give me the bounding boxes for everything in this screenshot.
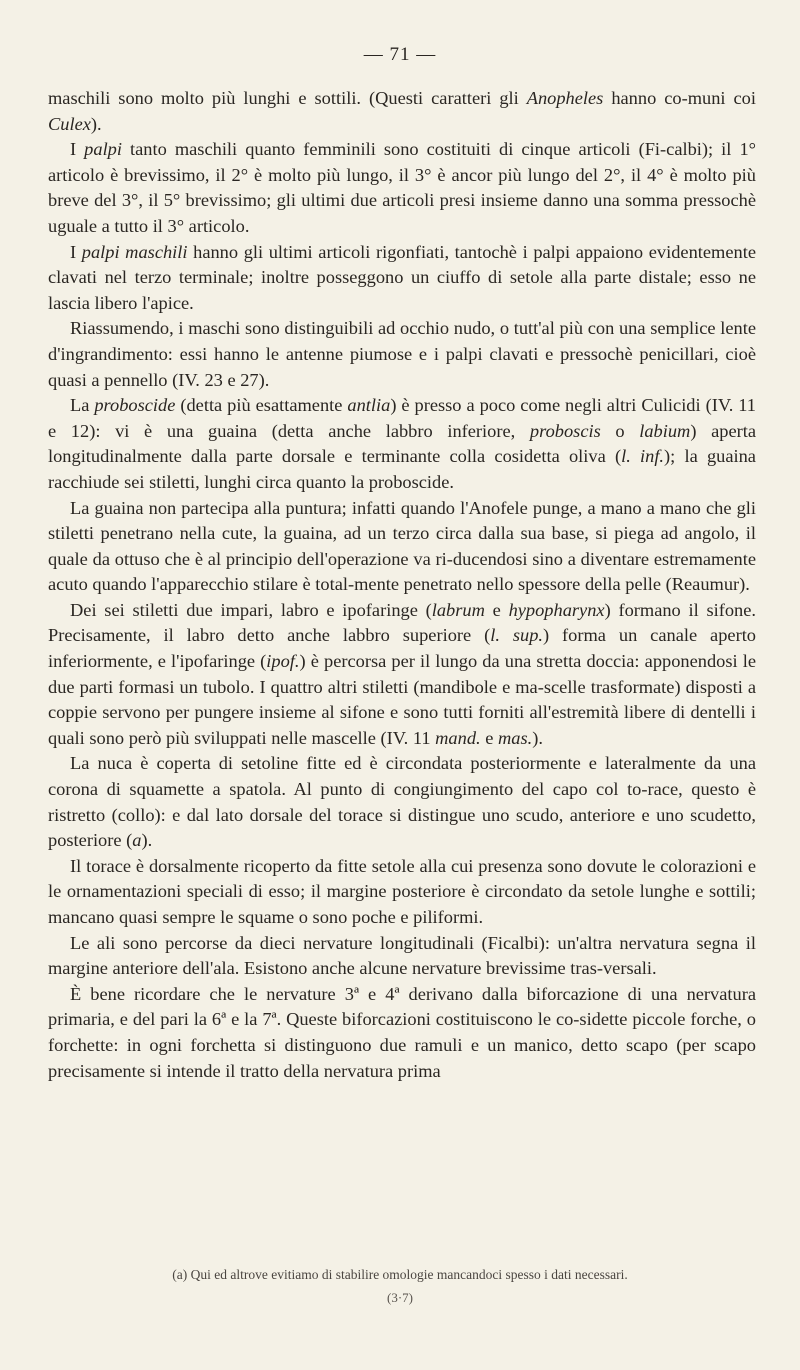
text-run: La [70, 395, 95, 416]
text-run: Riassumendo, i maschi sono distinguibili ad occhio nudo, o tutt'al più con una semplice lente d'ingrandimento: essi hanno le antenne piumose e i palpi clavati e pressochè penicillari, cioè quasi a pennello (IV. 23 e 27). [48, 318, 756, 390]
text-run: ); la guaina racchiude sei stiletti, lunghi circa quanto la proboscide. [48, 446, 756, 492]
italic-term: Culex [48, 113, 91, 134]
text-run: ). [532, 727, 543, 748]
text-run: tanto maschili quanto femminili sono costituiti di cinque articoli (Fi-calbi); il 1° articolo è brevissimo, il 2° è molto più lungo, il 3° è ancor più lungo del 2°, il 4° è molto più breve del 3°, il 5° brevissimo; gli ultimi due articoli presi insieme danno una somma pressochè uguale a tutto il 3° articolo. [48, 139, 756, 236]
italic-term: mand. [435, 727, 481, 748]
text-run: ). [141, 830, 153, 851]
body-text [48, 86, 756, 1084]
text-run: I [70, 241, 82, 262]
text-run: ) aperta longitudinalmente dalla parte dorsale e terminante colla cosidetta oliva ( [48, 420, 757, 467]
italic-term: proboscis [529, 420, 601, 441]
text-run: (detta più esattamente [175, 395, 348, 416]
paragraph-p6 [48, 496, 756, 598]
italic-term: hypopharynx [508, 599, 605, 620]
paragraph-p7 [48, 598, 756, 752]
text-run: ) forma un canale aperto inferiormente, e l'ipofaringe ( [48, 625, 757, 672]
italic-term: l. sup. [490, 625, 544, 646]
text-run: I [70, 139, 85, 160]
text-run: e [480, 727, 498, 748]
text-run: ). [90, 113, 102, 134]
paragraph-p4 [48, 316, 756, 393]
text-run: hanno gli ultimi articoli rigonfiati, tantochè i palpi appaiono evidentemente clavati nel terzo terminale; inoltre posseggono un ciuffo di setole alla parte distale; esso ne lascia libero l'apice. [48, 241, 756, 313]
text-run: ) è percorsa per il lungo da una stretta doccia: apponendosi le due parti formasi un tubolo. I quattro altri stiletti (mandibole e ma-scelle trasformate) disposti a coppie servono per pungere insieme al sifone e sono tutti forniti all'estremità libere di dentelli i quali sono però più sviluppati nelle mascelle (IV. 11 [48, 651, 756, 748]
italic-term: ipof. [266, 651, 300, 672]
paragraph-p5 [48, 393, 756, 495]
text-run: e [484, 599, 509, 620]
text-run: Dei sei stiletti due impari, labro e ipofaringe ( [70, 599, 432, 620]
italic-term: a [132, 830, 142, 851]
text-run: È bene ricordare che le nervature 3ª e 4ª derivano dalla biforcazione di una nervatura primaria, e del pari la 6ª e la 7ª. Queste biforcazioni costituiscono le co-sidette piccole forche, o forchette: in ogni forchetta si distinguono due ramuli e un manico, detto scapo (per scapo precisamente si intende il tratto della nervatura prima [48, 983, 756, 1081]
text-run: o [600, 420, 640, 441]
page-number: — 71 — [363, 44, 437, 65]
paragraph-p9 [48, 854, 756, 931]
text-run: Il torace è dorsalmente ricoperto da fitte setole alla cui presenza sono dovute le colorazioni e le ornamentazioni speciali di esso; il margine posteriore è circondato da setole lunghe e sottili; mancano quasi sempre le squame o sono poche e piliformi. [48, 855, 756, 927]
paragraph-p8 [48, 751, 756, 853]
italic-term: antlia [347, 395, 391, 416]
text-run: ) formano il sifone. Precisamente, il labro detto anche labbro superiore ( [48, 599, 757, 646]
italic-term: mas. [497, 727, 533, 748]
printer-signature: (3·7) [387, 1290, 413, 1305]
text-run: La guaina non partecipa alla puntura; infatti quando l'Anofele punge, a mano a mano che gli stiletti penetrano nella cute, la guaina, ad un terzo circa dalla sua base, si piega ad angolo, il quale da ottuso che è al principio dell'operazione va ri-ducendosi sino a diventare estremamente acuto quando l'apparecchio stilare è total-mente penetrato nello spessore della pelle (Reaumur). [48, 497, 756, 595]
text-run: ) è presso a poco come negli altri Culicidi (IV. 11 e 12): vi è una guaina (detta anche labbro inferiore, [48, 395, 756, 441]
italic-term: palpi maschili [81, 241, 188, 262]
italic-term: labrum [431, 599, 485, 620]
italic-term: palpi [84, 139, 122, 160]
text-run: maschili sono molto più lunghi e sottili. (Questi caratteri gli [48, 88, 527, 108]
paragraph-p11 [48, 982, 756, 1084]
italic-term: Anopheles [526, 88, 604, 108]
paragraph-p10 [48, 931, 756, 982]
text-run: La nuca è coperta di setoline fitte ed è circondata posteriormente e lateralmente da una corona di squamette a spatola. Al punto di congiungimento del capo col to-race, questo è ristretto (collo): e dal lato dorsale del torace si distingue uno scudo, anteriore e uno scudetto, posteriore ( [48, 753, 756, 851]
text-run: Le ali sono percorse da dieci nervature longitudinali (Ficalbi): un'altra nervatura segna il margine anteriore dell'ala. Esistono anche alcune nervature brevissime tras-versali. [48, 932, 756, 979]
footnote: (a) Qui ed altrove evitiamo di stabilire omologie mancandoci spesso i dati necessari. [172, 1267, 628, 1282]
italic-term: l. inf. [621, 446, 665, 467]
italic-term: labium [639, 420, 691, 441]
italic-term: proboscide [94, 395, 176, 416]
text-run: hanno co-muni coi [603, 88, 756, 108]
paragraph-p1 [48, 86, 756, 137]
paragraph-p2 [48, 137, 756, 239]
paragraph-p3 [48, 240, 756, 317]
